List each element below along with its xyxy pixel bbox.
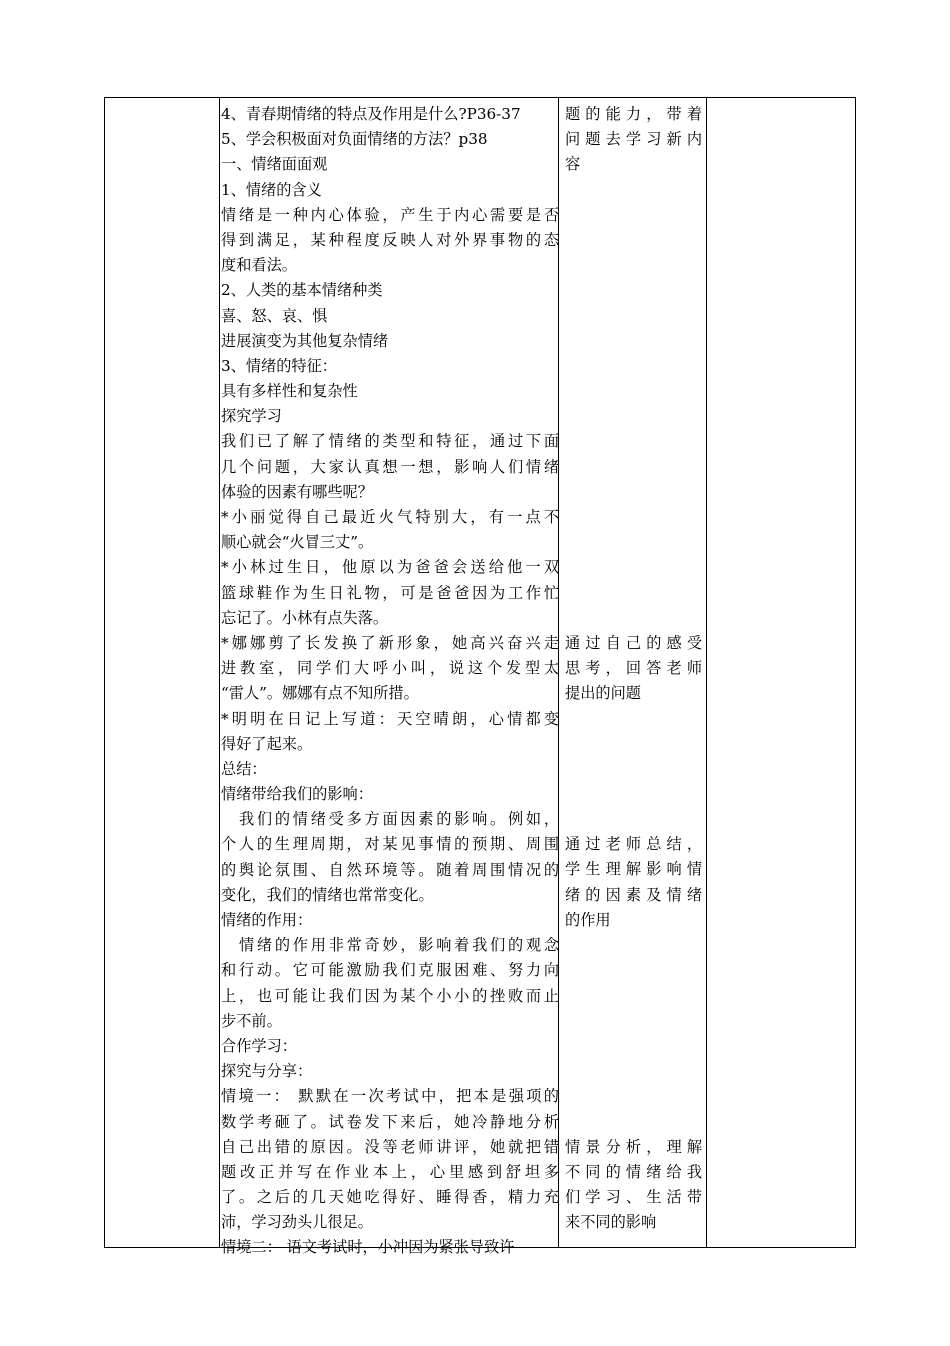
- content-line: 沛，学习劲头儿很足。: [221, 1213, 373, 1232]
- activity-line: 来不同的影响: [565, 1213, 657, 1232]
- activity-block-3: [565, 832, 702, 933]
- activity-line: 思考，回答老师: [565, 658, 702, 677]
- content-line: *明明在日记上写道：天空晴朗，心情都变: [221, 709, 559, 728]
- activity-block-2: [565, 631, 702, 707]
- column-divider-3: [706, 98, 707, 1247]
- content-line: 情绪带给我们的影响：: [221, 785, 373, 804]
- activity-line: 提出的问题: [565, 683, 641, 702]
- teaching-content-cell: [220, 98, 559, 1257]
- content-line: 1、情绪的含义: [221, 180, 322, 199]
- content-line: 步不前。: [221, 1011, 282, 1030]
- content-line: 进教室，同学们大呼小叫，说这个发型太: [221, 659, 559, 678]
- lesson-plan-table: [104, 97, 856, 1257]
- content-line: 探究与分享：: [221, 1062, 313, 1081]
- activity-block-1: [565, 102, 702, 178]
- activity-line: 们学习、生活带: [565, 1188, 702, 1207]
- content-line: 3、情绪的特征：: [221, 356, 337, 375]
- content-line: 体验的因素有哪些呢？: [221, 482, 373, 501]
- content-line: 4、青春期情绪的特点及作用是什么?P36-37: [221, 105, 521, 123]
- content-line: 度和看法。: [221, 256, 297, 275]
- content-line: *小丽觉得自己最近火气特别大，有一点不: [221, 508, 559, 526]
- content-line: “雷人”。娜娜有点不知所措。: [221, 684, 419, 703]
- content-line: 情绪是一种内心体验，产生于内心需要是否: [221, 205, 559, 224]
- content-line: 情境二： 语文考试时，小冲因为紧张导致许: [221, 1238, 515, 1257]
- content-line: 变化，我们的情绪也常常变化。: [221, 885, 434, 904]
- activity-line: 学生理解影响情: [565, 860, 702, 879]
- content-line: 情绪的作用非常奇妙，影响着我们的观念: [239, 936, 559, 955]
- content-line: 探究学习: [221, 407, 282, 426]
- content-line: 具有多样性和复杂性: [221, 382, 358, 401]
- content-line: 我们的情绪受多方面因素的影响。例如，: [239, 810, 559, 829]
- activity-line: 通过老师总结，: [565, 835, 702, 854]
- content-line: 了。之后的几天她吃得好、睡得香，精力充: [221, 1188, 559, 1207]
- activity-line: 通过自己的感受: [565, 633, 702, 652]
- student-activity-cell: [562, 98, 702, 1247]
- activity-block-4: [565, 1135, 702, 1236]
- content-line: 得到满足，某种程度反映人对外界事物的态: [221, 230, 559, 249]
- content-line: 上，也可能让我们因为某个小小的挫败而止: [221, 986, 559, 1005]
- content-line: 情境一： 默默在一次考试中，把本是强项的: [221, 1087, 559, 1106]
- content-line: *娜娜剪了长发换了新形象，她高兴奋兴走: [221, 633, 559, 652]
- content-line: 我们已了解了情绪的类型和特征，通过下面: [221, 432, 559, 451]
- content-line: 几个问题，大家认真想一想，影响人们情绪: [221, 457, 559, 476]
- content-line: 的舆论氛围、自然环境等。随着周围情况的: [221, 860, 559, 879]
- activity-line: 问题去学习新内: [565, 130, 702, 149]
- activity-line: 情景分析，理解: [565, 1137, 702, 1156]
- content-line: 一、情绪面面观: [221, 155, 328, 174]
- content-line: 和行动。它可能激励我们克服困难、努力向: [221, 961, 559, 980]
- content-line: 忘记了。小林有点失落。: [221, 608, 389, 627]
- content-line: 2、人类的基本情绪种类: [221, 281, 383, 300]
- content-line: 篮球鞋作为生日礼物，可是爸爸因为工作忙: [221, 583, 559, 602]
- activity-line: 题的能力，带着: [565, 105, 702, 123]
- content-line: *小林过生日，他原以为爸爸会送给他一双: [221, 558, 559, 577]
- activity-line: 绪的因素及情绪: [565, 885, 702, 904]
- content-line: 题改正并写在作业本上，心里感到舒坦多: [221, 1162, 559, 1181]
- content-line: 喜、怒、哀、惧: [221, 306, 328, 325]
- content-line: 5、学会积极面对负面情绪的方法？p38: [221, 130, 488, 149]
- content-line: 合作学习：: [221, 1036, 297, 1055]
- content-line: 情绪的作用：: [221, 911, 313, 929]
- content-line: 个人的生理周期，对某见事情的预期、周围: [221, 835, 559, 854]
- activity-line: 的作用: [565, 910, 611, 929]
- activity-line: 不同的情绪给我: [565, 1163, 702, 1182]
- content-line: 自己出错的原因。没等老师讲评，她就把错: [221, 1137, 559, 1156]
- content-line: 总结：: [221, 759, 267, 778]
- content-line: 得好了起来。: [221, 734, 313, 753]
- content-line: 进展演变为其他复杂情绪: [221, 331, 389, 350]
- content-line: 数学考砸了。试卷发下来后，她冷静地分析: [221, 1112, 559, 1131]
- activity-line: 容: [565, 155, 581, 174]
- content-line: 顺心就会“火冒三丈”。: [221, 533, 374, 552]
